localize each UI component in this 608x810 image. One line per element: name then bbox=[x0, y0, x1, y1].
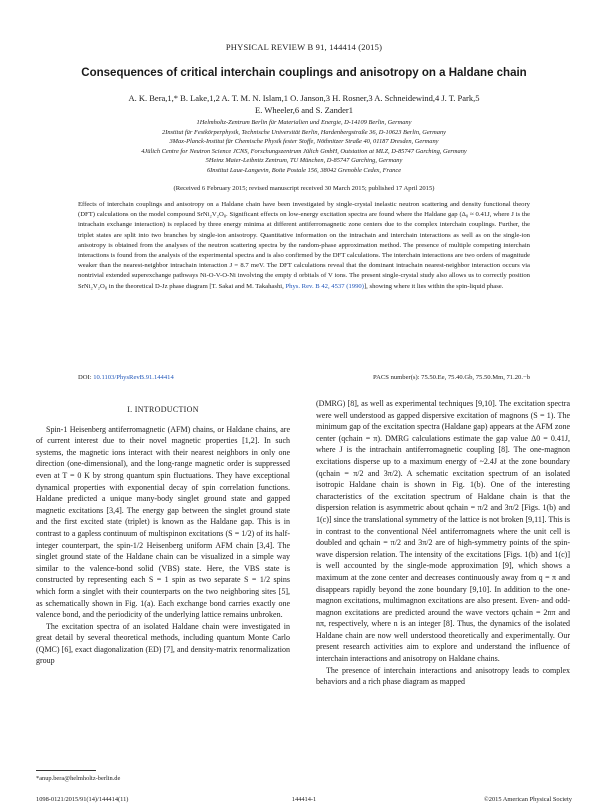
affiliation-4: 4Jülich Centre for Neutron Science JCNS, Forschungszentrum Jülich GmbH, Outstation at MLZ, D-85747 Garching, Germany bbox=[141, 147, 467, 155]
footnote bbox=[36, 770, 290, 782]
footnote-rule bbox=[36, 770, 96, 771]
right-column bbox=[316, 398, 570, 688]
footer-issn: 1098-0121/2015/91(14)/144414(11) bbox=[36, 796, 129, 803]
abstract-text: Effects of interchain couplings and anisotropy on a Haldane chain have been investigated by single-crystal inelastic neutron scattering and density functional theory (DFT) calculations on the model compound SrNi₂V₂O₈. Significant effects on low-energy excitation spectra are found where the Haldane gap (Δ₀ ≈ 0.41J, where J is the intrachain exchange interaction) is replaced by three energy minima at different antiferromagnetic zone centers due to the complex interchain couplings. Further, the triplet states are split into two branches by single-ion anisotropy. Quantitative information on the intrachain and interchain interactions as well as on the single-ion anisotropy is obtained from the analyses of the neutron scattering spectra by the random-phase approximation method. The presence of multiple competing interchain interactions is found from the analysis of the experimental spectra and is also confirmed by the DFT calculations. The interchain interactions are two orders of magnitude weaker than the nearest-neighbor intrachain interaction J = 8.7 meV. The DFT calculations reveal that the dominant intrachain nearest-neighbor interaction occurs via nontrivial extended superexchange pathways Ni-O-V-O-Ni involving the empty d orbitals of V ions. The present single-crystal study also allows us to correctly position SrNi₂V₂O₈ in the theoretical D-Jz phase diagram [T. Sakai and M. Takahashi, bbox=[78, 201, 530, 290]
abstract bbox=[78, 200, 530, 292]
affiliations bbox=[40, 118, 568, 176]
copyright: ©2015 American Physical Society bbox=[483, 796, 572, 803]
article-title: Consequences of critical interchain couplings and anisotropy on a Haldane chain bbox=[81, 67, 527, 79]
doi-link[interactable]: 10.1103/PhysRevB.91.144414 bbox=[93, 374, 174, 381]
page-number: 144414-1 bbox=[291, 796, 317, 803]
abstract-text-end: ], showing where it lies within the spin-liquid phase. bbox=[363, 282, 504, 290]
affiliation-1: 1Helmholtz-Zentrum Berlin für Materialien und Energie, D-14109 Berlin, Germany bbox=[196, 119, 412, 126]
footnote-email[interactable]: *anup.bera@helmholtz-berlin.de bbox=[36, 775, 121, 782]
paragraph: The excitation spectra of an isolated Haldane chain were investigated in great detail by several theoretical methods, including quantum Monte Carlo (QMC) [6], exact diagonalization (ED) [7], and density-matrix renormalization group bbox=[36, 621, 290, 666]
doi-line bbox=[78, 374, 530, 381]
affiliation-2: 2Institut für Festkörperphysik, Technische Universität Berlin, Hardenbergstraße 36, D-10623 Berlin, Germany bbox=[162, 128, 446, 136]
left-column bbox=[36, 398, 290, 667]
author-list bbox=[60, 92, 548, 116]
paragraph: The presence of interchain interactions and anisotropy leads to complex behaviors and a rich phase diagram as mapped bbox=[316, 665, 570, 687]
doi-label: DOI: bbox=[78, 374, 94, 381]
author-line-2: E. Wheeler,6 and S. Zander1 bbox=[255, 105, 353, 115]
journal-header: PHYSICAL REVIEW B 91, 144414 (2015) bbox=[225, 42, 383, 52]
affiliation-5: 5Heinz Maier-Leibnitz Zentrum, TU München, D-85747 Garching, Germany bbox=[205, 157, 403, 165]
pacs-numbers: PACS number(s): 75.50.Ee, 75.40.Gb, 75.50.Mm, 71.20.−b bbox=[373, 374, 530, 381]
affiliation-6: 6Institut Laue-Langevin, Boite Postale 156, 38042 Grenoble Cedex, France bbox=[206, 166, 402, 174]
affiliation-3: 3Max-Planck-Institut für Chemische Physik fester Stoffe, Nöthnitzer Straße 40, 01187 Dresden, Germany bbox=[169, 138, 439, 146]
abstract-reference-link[interactable]: Phys. Rev. B 42, 4537 (1990) bbox=[285, 282, 364, 290]
paragraph: (DMRG) [8], as well as experimental techniques [9,10]. The excitation spectra were well understood as gapped dispersive excitation of magnons (S = 1). The minimum gap of the excitation spectra (Haldane gap) appears at the AFM zone center (qchain = π). DMRG calculations estimate the gap value Δ0 = 0.41J, where J is the intrachain antiferromagnetic coupling [8]. The one-magnon excitations disperse up to a maximum energy of ~2.4J at the zone boundary (qchain = π/2 and 3π/2). A schematic excitation spectrum of an isolated isotropic Haldane chain is shown in Fig. 1(b). One of the interesting characteristics of the excitation spectrum of Haldane chain is that the dispersion relation is asymmetric about qchain = π/2 and 3π/2 [Figs. 1(b) and 1(c)] since the translational symmetry of the lattice is not broken [9,11]. This is in contrast to the conventional Néel antiferromagnets where the unit cell is doubled and qchain = π/2 and 3π/2 are of high-symmetry points of the spin-wave dispersion relation. The intensity of the excitations [Figs. 1(b) and 1(c)] is well accounted by the single-mode approximation [9], which shows a maximum at the zone center and decreases continuously away from q = π and disappears rapidly beyond the zone boundary [9,10]. In addition to the one-magnon excitations, multimagnon excitations are also present. Even- and odd-magnon excitations are predicted around the wave vectors qchain = 2nπ and nπ, respectively, where n is an integer [8]. Thus, the dynamics of the isolated Haldane chain are now well understood theoretically and experimentally. Our present research activities aim to explore and understand the influence of interchain interactions and anisotropy on Haldane chains. bbox=[316, 399, 570, 664]
paragraph: Spin-1 Heisenberg antiferromagnetic (AFM) chains, or Haldane chains, are of current interest due to their novel magnetic properties [1,2]. In such systems, the magnetic ions interact with their nearest neighbors in only one direction (one-dimensional), and the long-range magnetic order is suppressed even at T = 0 K by strong quantum spin fluctuations. They have exceptional dynamical properties with exponential decay of spin correlation functions. Haldane predicted a unique many-body singlet ground state and gapped magnetic excitations [3,4]. The energy gap between the singlet ground state and the first excited state (triplet) is known as the Haldane gap. This is in contrast to a gapless continuum of multispinon excitations (S = 1/2) of its half-integer counterpart, the spin-1/2 Heisenberg uniform AFM chain [3,4]. The singlet ground state of the Haldane chain can be visualized in a simple way similar to the valence-bond solid (VBS) state. Here, the VBS state is constructed by representing each S = 1 spin as two separate S = 1/2 spins which form a singlet with their counterparts on the two neighboring sites [5], as schematically shown in Fig. 1(a). Each exchange bond carries exactly one valence bond, and the periodicity of the underlying lattice remains unbroken. bbox=[36, 424, 290, 620]
received-dates: (Received 6 February 2015; revised manuscript received 30 March 2015; published 17 April 2015) bbox=[173, 185, 435, 192]
author-line-1: A. K. Bera,1,* B. Lake,1,2 A. T. M. N. Islam,1 O. Janson,3 H. Rosner,3 A. Schneidewind,4 J. T. Park,5 bbox=[128, 93, 480, 103]
section-heading: I. INTRODUCTION bbox=[127, 405, 199, 414]
page-footer bbox=[36, 796, 572, 803]
